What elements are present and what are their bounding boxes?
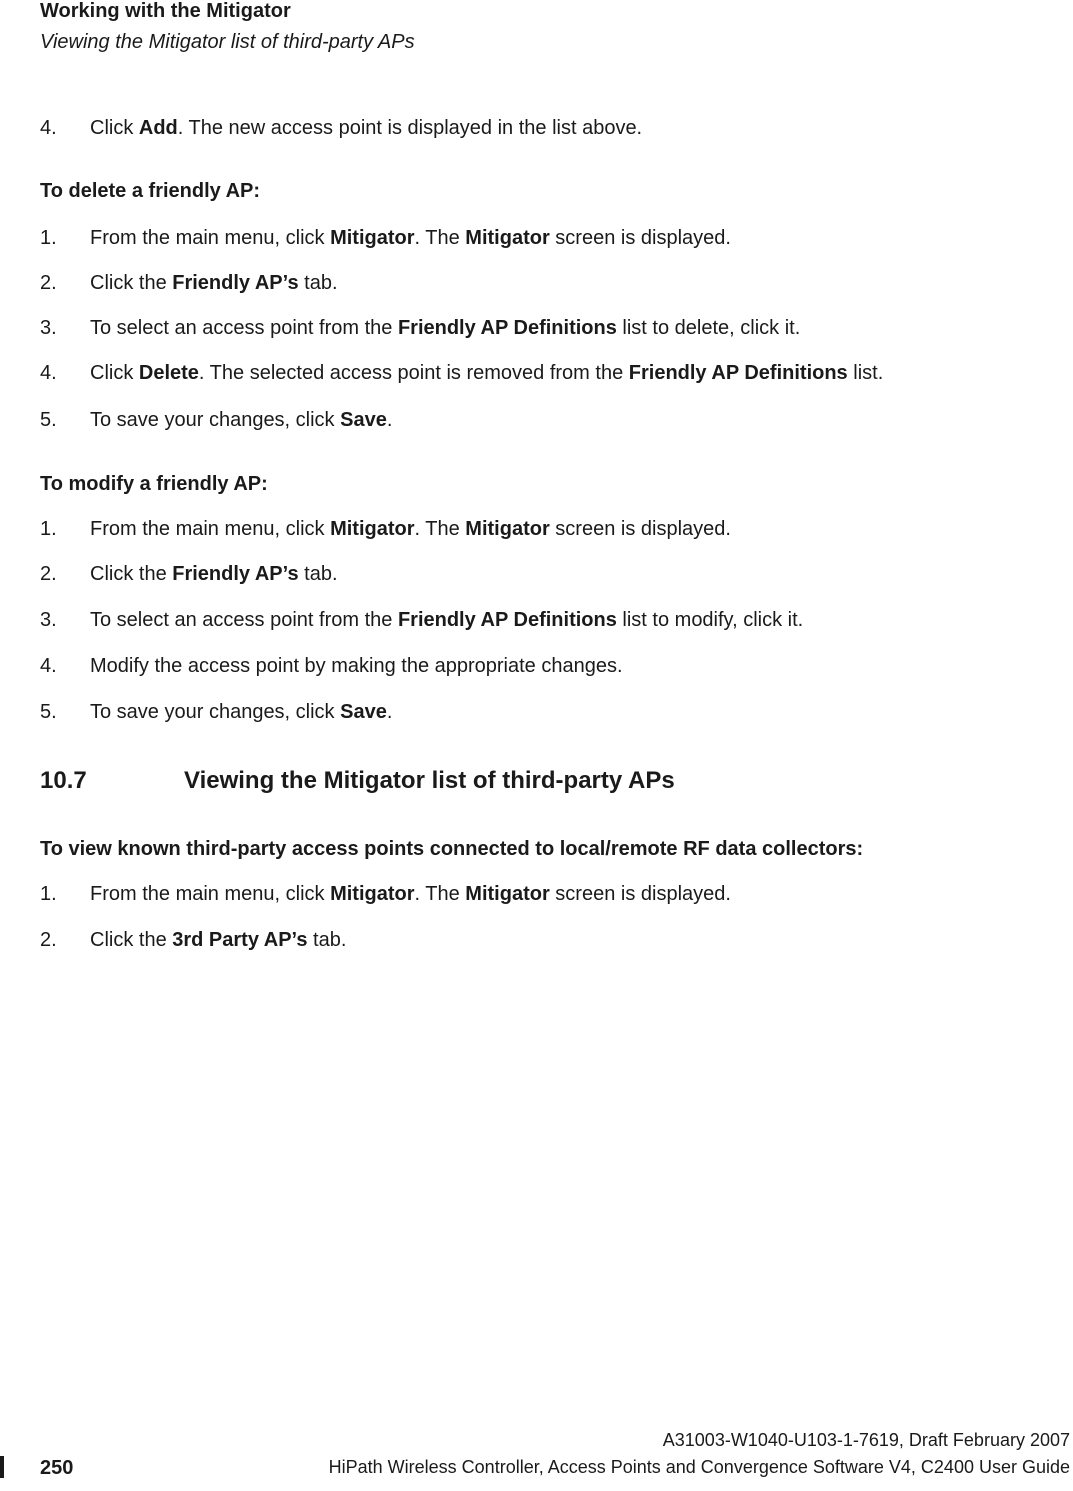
section-subtitle: Viewing the Mitigator list of third-party APs: [40, 31, 415, 53]
step-number: 3.: [40, 609, 57, 631]
step-number: 5.: [40, 409, 57, 431]
step-number: 4.: [40, 655, 57, 677]
step-number: 2.: [40, 929, 57, 951]
step-number: 4.: [40, 117, 57, 139]
guide-title: HiPath Wireless Controller, Access Points and Convergence Software V4, C2400 User Guide: [328, 1457, 1070, 1477]
step-text: From the main menu, click Mitigator. The Mitigator screen is displayed.: [90, 227, 731, 249]
chapter-title: Working with the Mitigator: [40, 0, 291, 22]
step-number: 1.: [40, 227, 57, 249]
procedure-heading-modify: To modify a friendly AP:: [40, 473, 268, 495]
change-bar: [0, 1456, 4, 1478]
step-text: Click the 3rd Party AP’s tab.: [90, 929, 347, 951]
step-text: Click Delete. The selected access point is removed from the Friendly AP Definitions list.: [90, 362, 884, 384]
step-text: Click the Friendly AP’s tab.: [90, 272, 338, 294]
procedure-heading-view: To view known third-party access points connected to local/remote RF data collectors:: [40, 838, 864, 860]
step-text: From the main menu, click Mitigator. The Mitigator screen is displayed.: [90, 883, 731, 905]
step-number: 1.: [40, 518, 57, 540]
document-id: A31003-W1040-U103-1-7619, Draft February 2007: [662, 1430, 1070, 1450]
procedure-heading-delete: To delete a friendly AP:: [40, 180, 261, 202]
step-text: From the main menu, click Mitigator. The Mitigator screen is displayed.: [90, 518, 731, 540]
section-title: Viewing the Mitigator list of third-party APs: [184, 767, 675, 794]
step-text: To select an access point from the Friendly AP Definitions list to modify, click it.: [90, 609, 804, 631]
step-text: To save your changes, click Save.: [90, 409, 393, 431]
step-text: Click Add. The new access point is displayed in the list above.: [90, 117, 643, 139]
step-number: 2.: [40, 272, 57, 294]
step-number: 4.: [40, 362, 57, 384]
step-number: 3.: [40, 317, 57, 339]
step-text: Modify the access point by making the appropriate changes.: [90, 655, 623, 677]
step-number: 1.: [40, 883, 57, 905]
step-text: Click the Friendly AP’s tab.: [90, 563, 338, 585]
step-number: 2.: [40, 563, 57, 585]
step-text: To select an access point from the Friendly AP Definitions list to delete, click it.: [90, 317, 801, 339]
page-number: 250: [40, 1457, 74, 1479]
step-text: To save your changes, click Save.: [90, 701, 393, 723]
step-number: 5.: [40, 701, 57, 723]
section-number: 10.7: [40, 767, 87, 794]
